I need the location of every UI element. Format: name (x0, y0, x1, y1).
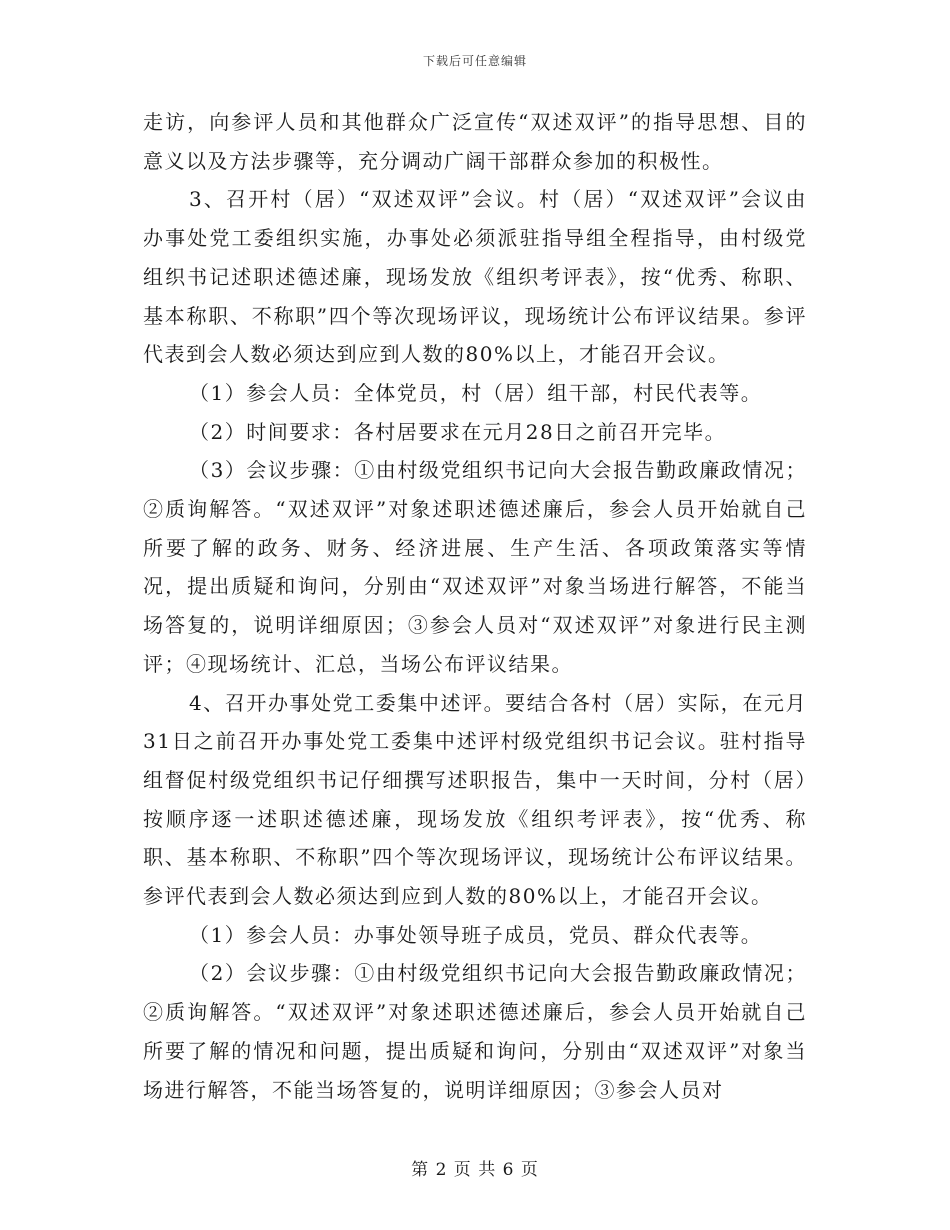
paragraph-section-4-steps: （2）会议步骤：①由村级党组织书记向大会报告勤政廉政情况；②质询解答。“双述双评”对象述职述德述廉后，参会人员开始就自己所要了解的情况和问题，提出质疑和询问，分别由“双述双评”对象当场进行解答，不能当场答复的，说明详细原因；③参会人员对 (143, 961, 807, 1102)
paragraph-section-3: 3、召开村（居）“双述双评”会议。村（居）“双述双评”会议由办事处党工委组织实施，办事处必须派驻指导组全程指导，由村级党组织书记述职述德述廉，现场发放《组织考评表》，按“优秀、称职、基本称职、不称职”四个等次现场评议，现场统计公布评议结果。参评代表到会人数必须达到应到人数的80%以上，才能召开会议。 (143, 187, 807, 367)
paragraph-section-3-attendees: （1）参会人员：全体党员，村（居）组干部，村民代表等。 (189, 380, 763, 405)
paragraph-section-3-time: （2）时间要求：各村居要求在元月28日之前召开完毕。 (189, 419, 727, 444)
paragraph-intro-continuation: 走访，向参评人员和其他群众广泛宣传“双述双评”的指导思想、目的意义以及方法步骤等，充分调动广阔干部群众参加的积极性。 (143, 110, 807, 173)
page-header: 下载后可任意编辑 (422, 54, 527, 68)
document-body (143, 103, 807, 1109)
paragraph-section-4: 4、召开办事处党工委集中述评。要结合各村（居）实际，在元月31日之前召开办事处党工委集中述评村级党组织书记会议。驻村指导组督促村级党组织书记仔细撰写述职报告，集中一天时间，分村（居）按顺序逐一述职述德述廉，现场发放《组织考评表》，按“优秀、称职、基本称职、不称职”四个等次现场评议，现场统计公布评议结果。参评代表到会人数必须达到应到人数的80%以上，才能召开会议。 (143, 690, 807, 909)
paragraph-section-3-steps: （3）会议步骤：①由村级党组织书记向大会报告勤政廉政情况；②质询解答。“双述双评”对象述职述德述廉后，参会人员开始就自己所要了解的政务、财务、经济进展、生产生活、各项政策落实等情况，提出质疑和询问，分别由“双述双评”对象当场进行解答，不能当场答复的，说明详细原因；③参会人员对“双述双评”对象进行民主测评；④现场统计、汇总，当场公布评议结果。 (143, 458, 807, 676)
paragraph-section-4-attendees: （1）参会人员：办事处领导班子成员，党员、群众代表等。 (189, 922, 763, 947)
page-footer: 第 2 页 共 6 页 (411, 1160, 539, 1180)
